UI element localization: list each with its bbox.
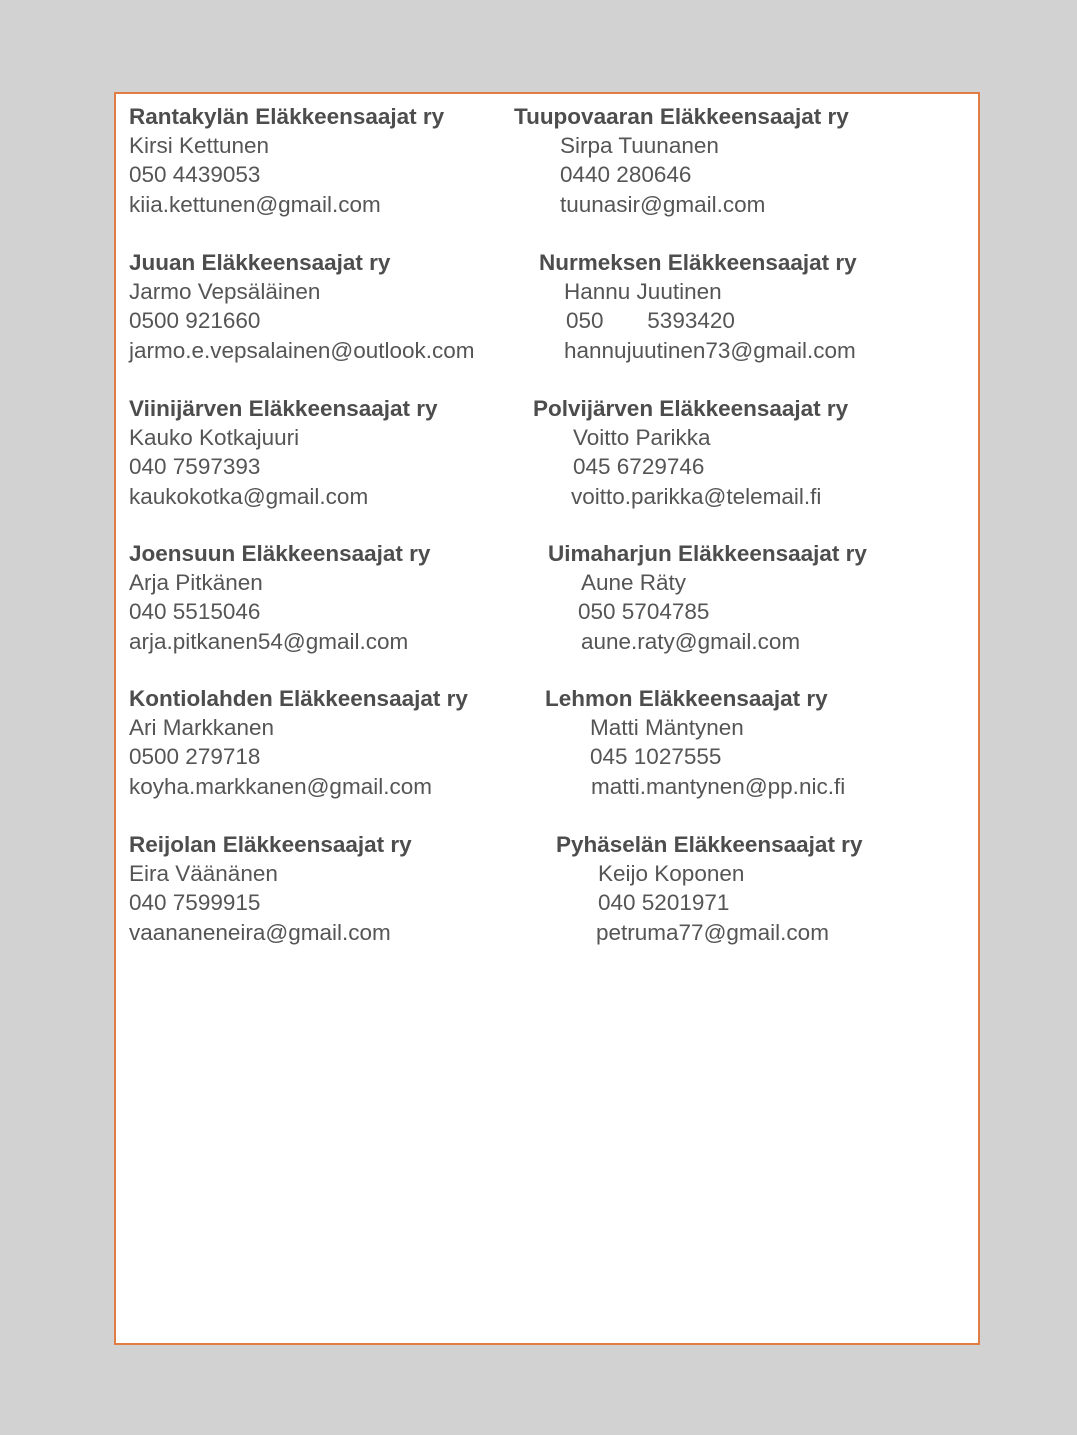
contact-name: Matti Mäntynen [590,715,744,741]
contact-name: Eira Väänänen [129,861,278,887]
contact-email: vaananeneira@gmail.com [129,919,391,945]
contact-phone: 045 1027555 [590,744,722,770]
organization-name: Viinijärven Eläkkeensaajat ry [129,396,438,421]
contact-email: aune.raty@gmail.com [581,628,801,654]
contact-name: Ari Markkanen [129,715,275,741]
contact-phone: 050 4439053 [129,162,261,188]
contact-email: tuunasir@gmail.com [560,191,766,217]
contact-entry [129,539,430,656]
contact-email: voitto.parikka@telemail.fi [571,483,822,509]
contact-name: Jarmo Vepsäläinen [129,279,321,305]
contact-phone: 040 5515046 [129,599,261,625]
contact-phone: 050 5393420 [566,308,735,334]
contact-phone: 045 6729746 [573,454,705,480]
organization-name: Juuan Eläkkeensaajat ry [129,250,391,275]
contact-entry [129,102,444,219]
organization-name: Rantakylän Eläkkeensaajat ry [129,104,445,129]
contact-phone: 040 7599915 [129,890,261,916]
contact-email: arja.pitkanen54@gmail.com [129,628,409,654]
contact-entry [545,684,845,801]
organization-name: Lehmon Eläkkeensaajat ry [545,686,828,711]
organization-name: Tuupovaaran Eläkkeensaajat ry [514,104,849,129]
contact-entry [129,684,468,801]
contact-email: koyha.markkanen@gmail.com [129,773,432,799]
contact-name: Kirsi Kettunen [129,133,270,159]
contact-phone: 0500 921660 [129,308,261,334]
organization-name: Kontiolahden Eläkkeensaajat ry [129,686,468,711]
contact-phone: 0500 279718 [129,744,261,770]
contact-entry [533,394,848,511]
organization-name: Uimaharjun Eläkkeensaajat ry [548,541,867,566]
contact-phone: 050 5704785 [578,599,710,625]
organization-name: Pyhäselän Eläkkeensaajat ry [556,832,863,857]
contact-email: petruma77@gmail.com [596,919,829,945]
contact-email: kaukokotka@gmail.com [129,483,369,509]
contact-entry [539,248,857,365]
organization-name: Polvijärven Eläkkeensaajat ry [533,396,849,421]
organization-name: Reijolan Eläkkeensaajat ry [129,832,412,857]
contact-entry [129,830,412,947]
contact-name: Keijo Koponen [598,861,745,887]
contact-entry [514,102,849,219]
contact-entry [548,539,867,656]
contact-name: Kauko Kotkajuuri [129,425,300,451]
contact-email: kiia.kettunen@gmail.com [129,191,381,217]
organization-name: Nurmeksen Eläkkeensaajat ry [539,250,857,275]
contact-email: jarmo.e.vepsalainen@outlook.com [129,337,475,363]
contact-phone: 040 7597393 [129,454,261,480]
contact-name: Hannu Juutinen [564,279,722,305]
contact-entry [129,248,475,365]
contact-email: matti.mantynen@pp.nic.fi [591,773,846,799]
contact-name: Arja Pitkänen [129,570,263,596]
contact-entry [129,394,438,511]
contact-name: Voitto Parikka [573,425,711,451]
contact-phone: 0440 280646 [560,162,692,188]
contact-email: hannujuutinen73@gmail.com [564,337,856,363]
contact-entry [556,830,862,947]
document-page [114,92,980,1345]
contact-name: Aune Räty [581,570,687,596]
contact-phone: 040 5201971 [598,890,730,916]
contact-name: Sirpa Tuunanen [560,133,719,159]
organization-name: Joensuun Eläkkeensaajat ry [129,541,431,566]
